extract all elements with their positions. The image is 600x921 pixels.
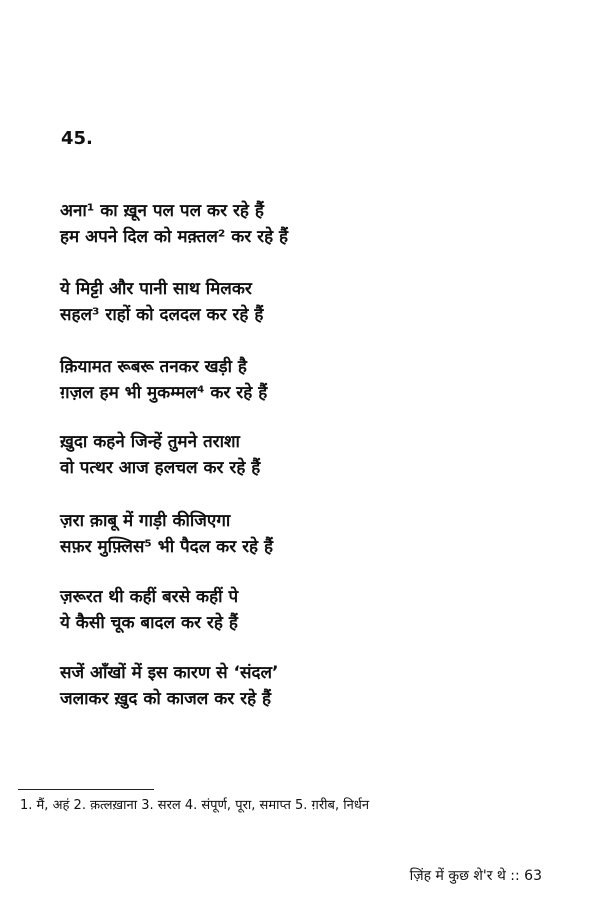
verse-line: क़ियामत रूबरू तनकर खड़ी है	[60, 357, 247, 377]
verse-line: ख़ुदा कहने जिन्हें तुमने तराशा	[60, 432, 240, 452]
verse-line: ज़रा क़ाबू में गाड़ी कीजिएगा	[60, 511, 231, 531]
verse-line: सफ़र मुफ़्लिस⁵ भी पैदल कर रहे हैं	[60, 537, 273, 557]
verse-line: वो पत्थर आज हलचल कर रहे हैं	[60, 458, 261, 478]
stanza-4	[60, 429, 320, 481]
verse-line: हम अपने दिल को मक़्तल² कर रहे हैं	[60, 227, 289, 247]
verse-line: ग़ज़ल हम भी मुकम्मल⁴ कर रहे हैं	[60, 383, 268, 403]
stanza-2	[60, 276, 320, 328]
page-footer: ज़िंह में कुछ शे'र थे :: 63	[409, 868, 542, 884]
stanza-7	[60, 660, 320, 712]
poem-number: 45.	[61, 128, 93, 149]
verse-line: ये मिट्टी और पानी साथ मिलकर	[60, 279, 252, 299]
footnotes: 1. मैं, अहं 2. क़त्लख़ाना 3. सरल 4. संपूर्ण, पूरा, समाप्त 5. ग़रीब, निर्धन	[20, 798, 370, 813]
verse-line: सहल³ राहों को दलदल कर रहे हैं	[60, 305, 264, 325]
footnote-rule	[18, 789, 154, 790]
stanza-1	[60, 198, 320, 250]
stanza-3	[60, 354, 320, 406]
verse-line: ज़रूरत थी कहीं बरसे कहीं पे	[60, 587, 239, 607]
verse-line: अना¹ का ख़ून पल पल कर रहे हैं	[60, 201, 264, 221]
stanza-6	[60, 584, 320, 636]
verse-line: ये कैसी चूक बादल कर रहे हैं	[60, 613, 238, 633]
verse-line: सजें आँखों में इस कारण से ‘संदल’	[60, 663, 279, 683]
verse-line: जलाकर ख़ुद को काजल कर रहे हैं	[60, 689, 272, 709]
stanza-5	[60, 508, 320, 560]
